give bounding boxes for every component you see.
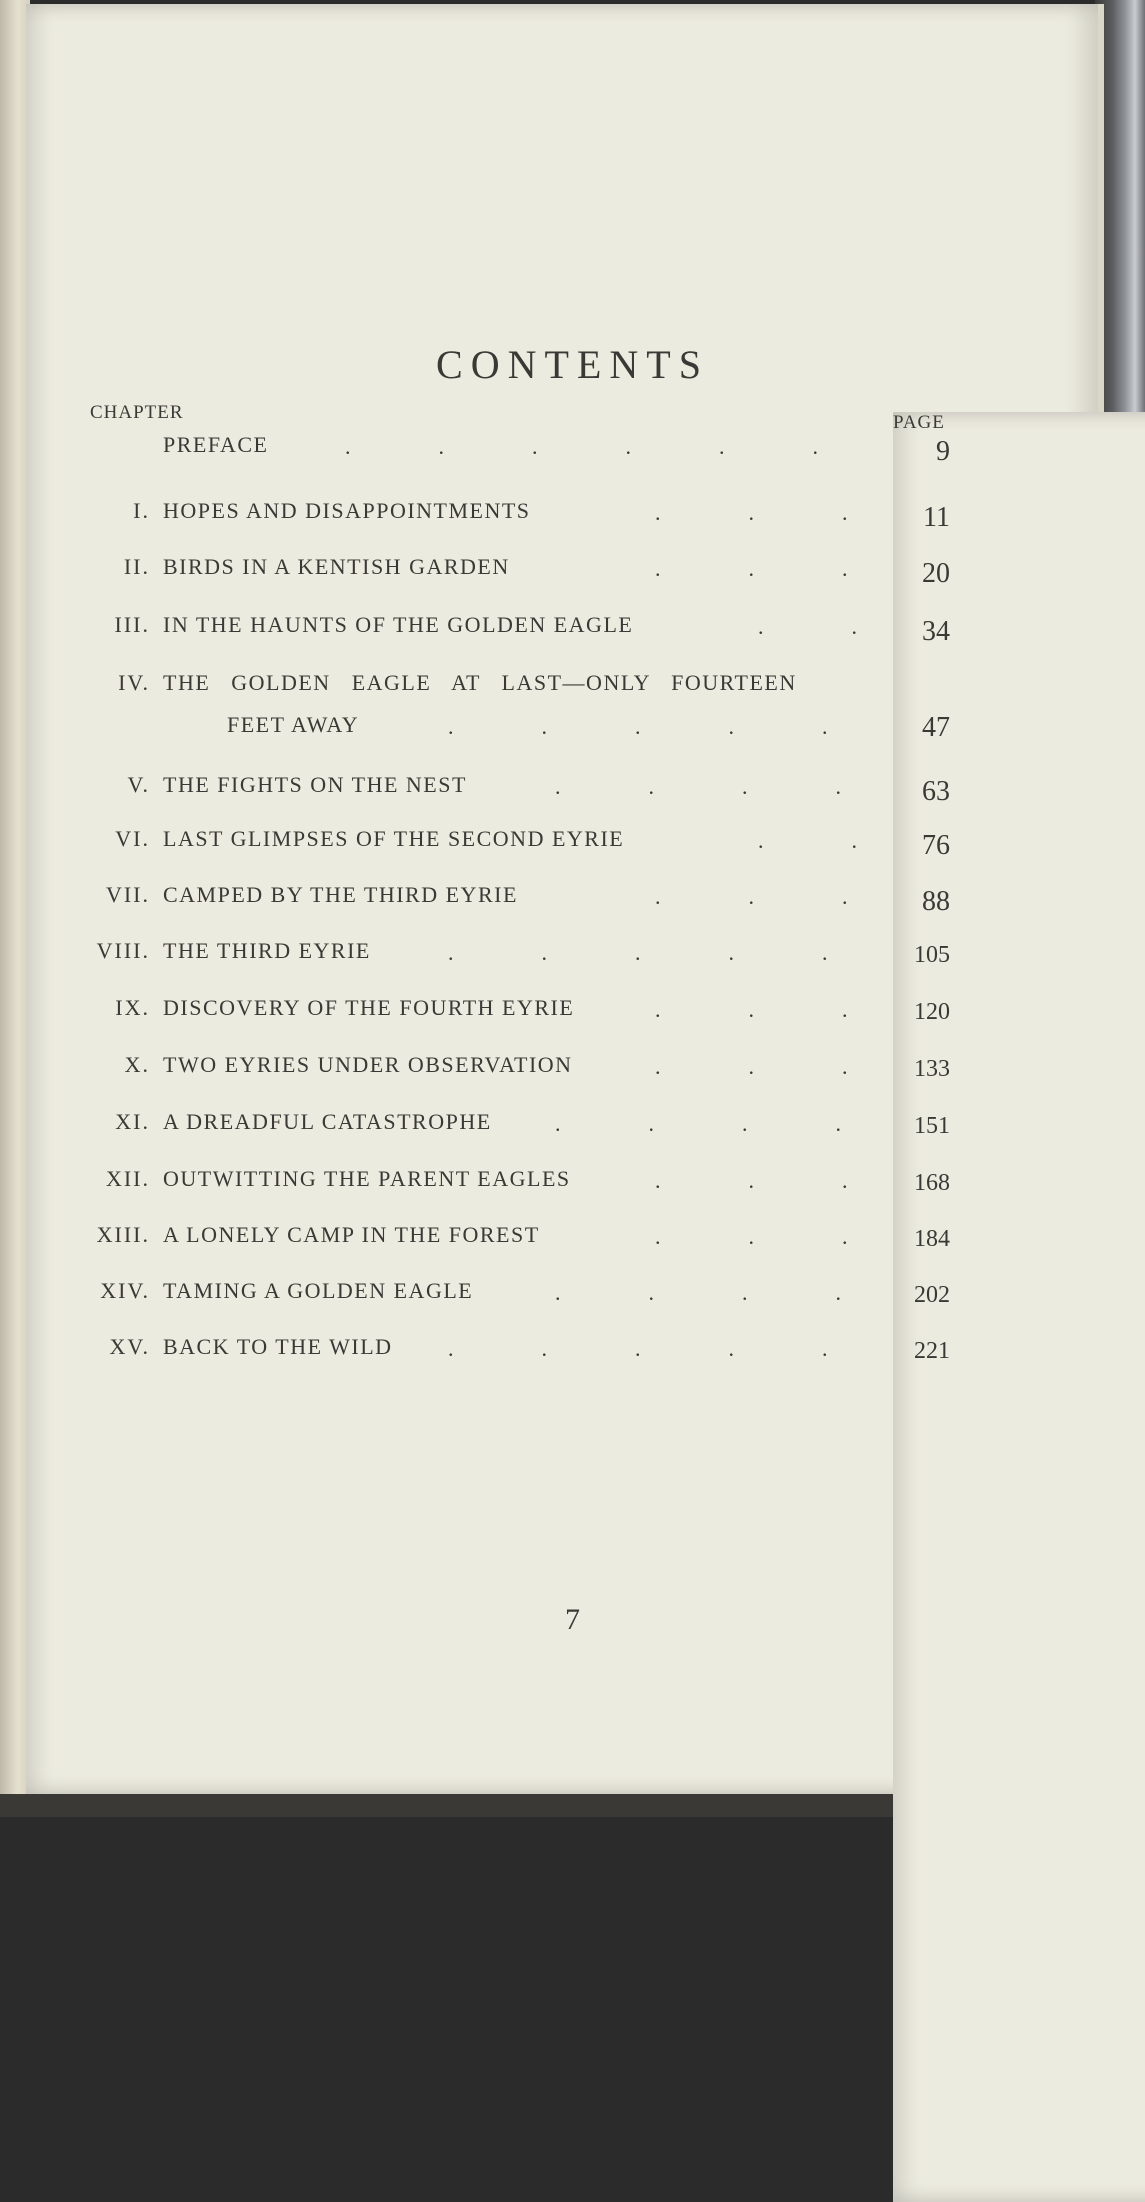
toc-entry xyxy=(0,1278,1145,1318)
chapter-title: PREFACE xyxy=(163,432,269,457)
dot-leader: . . . . xyxy=(555,774,841,799)
chapter-number: IV. xyxy=(118,670,150,695)
dot-leader: . . . xyxy=(655,1054,848,1079)
toc-entry xyxy=(0,670,1145,743)
toc-entry xyxy=(0,772,1145,812)
page-reference: 133 xyxy=(914,1056,950,1082)
dot-leader: . . . . . xyxy=(448,940,828,965)
chapter-title: BIRDS IN A KENTISH GARDEN xyxy=(163,554,510,579)
chapter-title: BACK TO THE WILD xyxy=(163,1334,393,1359)
page-reference: 168 xyxy=(914,1170,950,1196)
chapter-title: THE THIRD EYRIE xyxy=(163,938,371,963)
page-reference: 11 xyxy=(923,502,950,533)
toc-entry xyxy=(0,882,1145,922)
dot-leader: . . . xyxy=(655,997,848,1022)
dot-leader: . . . xyxy=(655,556,848,581)
page-reference: 202 xyxy=(914,1282,950,1308)
chapter-number: XIV. xyxy=(100,1278,150,1303)
chapter-number: XI. xyxy=(115,1109,150,1134)
page-reference: 34 xyxy=(922,616,950,647)
toc-entry xyxy=(0,1166,1145,1206)
chapter-number: XV. xyxy=(109,1334,150,1359)
chapter-number: X. xyxy=(124,1052,150,1077)
page-reference: 47 xyxy=(922,712,950,743)
chapter-column-header: CHAPTER xyxy=(90,402,184,423)
chapter-title: IN THE HAUNTS OF THE GOLDEN EAGLE xyxy=(163,612,634,637)
toc-entry xyxy=(0,938,1145,978)
chapter-title: TWO EYRIES UNDER OBSERVATION xyxy=(163,1052,573,1077)
contents-heading: CONTENTS xyxy=(436,342,709,387)
chapter-number: VIII. xyxy=(96,938,150,963)
chapter-title: THE FIGHTS ON THE NEST xyxy=(163,772,467,797)
page-number: 7 xyxy=(565,1603,580,1636)
dot-leader: . . . . xyxy=(555,1111,841,1136)
chapter-number: XII. xyxy=(105,1166,150,1191)
chapter-number: IX. xyxy=(115,995,150,1020)
chapter-title: THE GOLDEN EAGLE AT LAST—ONLY FOURTEEN xyxy=(163,670,797,695)
chapter-number: VI. xyxy=(115,826,150,851)
toc-entry xyxy=(0,826,1145,866)
dot-leader: . . . xyxy=(655,884,848,909)
chapter-number: VII. xyxy=(105,882,150,907)
chapter-number: III. xyxy=(114,612,150,637)
toc-entry xyxy=(0,995,1145,1035)
chapter-number: XIII. xyxy=(96,1222,150,1247)
dot-leader: . . . xyxy=(655,500,848,525)
chapter-title: LAST GLIMPSES OF THE SECOND EYRIE xyxy=(163,826,625,851)
dot-leader: . . . xyxy=(655,1224,848,1249)
dot-leader: . . xyxy=(758,828,857,853)
dot-leader: . . xyxy=(758,614,857,639)
chapter-title: A DREADFUL CATASTROPHE xyxy=(163,1109,492,1134)
chapter-title: TAMING A GOLDEN EAGLE xyxy=(163,1278,474,1303)
page-reference: 120 xyxy=(914,999,950,1025)
toc-entry xyxy=(0,498,1145,538)
chapter-number: V. xyxy=(127,772,150,797)
toc-entry xyxy=(0,1334,1145,1374)
page-reference: 20 xyxy=(922,558,950,589)
page-reference: 9 xyxy=(936,436,950,467)
toc-entry xyxy=(0,1052,1145,1092)
chapter-title: HOPES AND DISAPPOINTMENTS xyxy=(163,498,531,523)
dot-leader: . . . . . xyxy=(448,714,828,739)
chapter-title: CAMPED BY THE THIRD EYRIE xyxy=(163,882,518,907)
chapter-title-continued: FEET AWAY xyxy=(227,712,360,737)
page-reference: 88 xyxy=(922,886,950,917)
dot-leader: . . . . xyxy=(555,1280,841,1305)
dot-leader: . . . . . . xyxy=(345,434,818,459)
toc-entry xyxy=(0,432,1145,472)
toc-entry xyxy=(0,1109,1145,1149)
chapter-number: II. xyxy=(123,554,150,579)
toc-entry xyxy=(0,1222,1145,1262)
page-reference: 105 xyxy=(914,942,950,968)
chapter-title: DISCOVERY OF THE FOURTH EYRIE xyxy=(163,995,575,1020)
toc-entry xyxy=(0,554,1145,594)
toc-entry xyxy=(0,612,1145,652)
page-column-header: PAGE xyxy=(893,412,1145,2202)
dot-leader: . . . . . xyxy=(448,1336,828,1361)
page-reference: 63 xyxy=(922,776,950,807)
chapter-number: I. xyxy=(133,498,150,523)
dot-leader: . . . xyxy=(655,1168,848,1193)
page-reference: 151 xyxy=(914,1113,950,1139)
chapter-title: A LONELY CAMP IN THE FOREST xyxy=(163,1222,540,1247)
page-reference: 76 xyxy=(922,830,950,861)
page-reference: 221 xyxy=(914,1338,950,1364)
page-reference: 184 xyxy=(914,1226,950,1252)
chapter-title: OUTWITTING THE PARENT EAGLES xyxy=(163,1166,571,1191)
